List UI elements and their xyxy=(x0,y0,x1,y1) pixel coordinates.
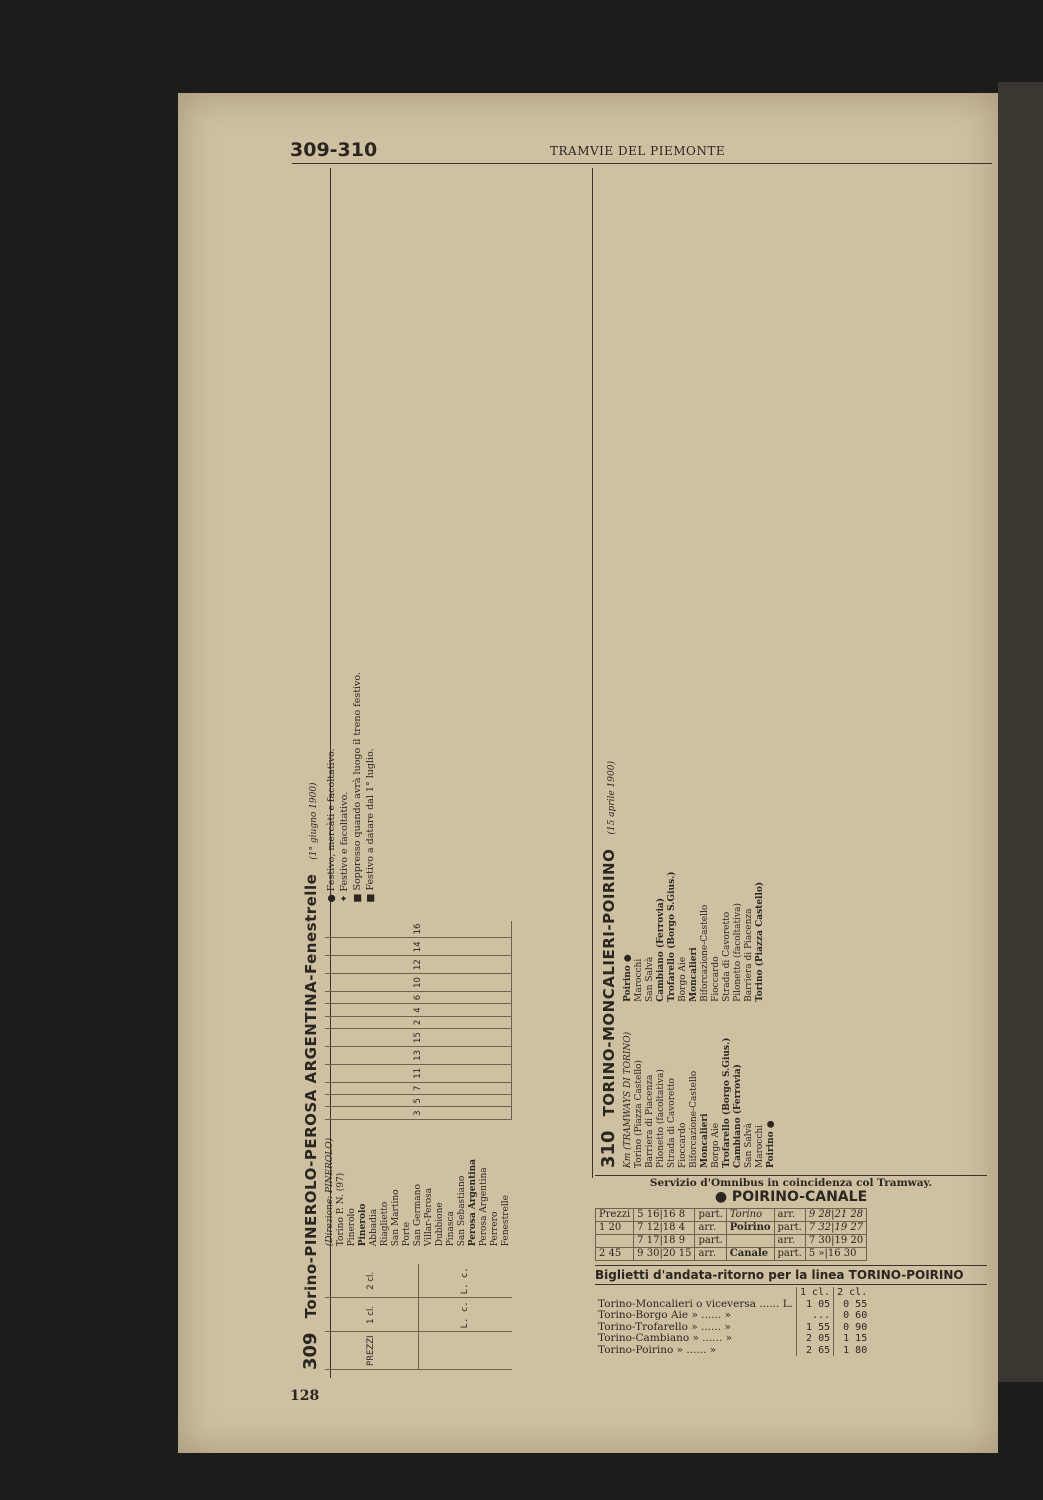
station-name: Perosa Argentina xyxy=(468,1158,478,1247)
price-col-1: 1 cl. xyxy=(325,1298,419,1332)
station-name: Perrero xyxy=(490,1211,500,1247)
station-name: Pinasca xyxy=(446,1211,456,1247)
station-name: Pilonetto (facoltativa) xyxy=(656,1069,666,1168)
station-name: Cambiano (Ferrovia) xyxy=(656,898,666,1002)
prices-header: PREZZI xyxy=(325,1332,419,1370)
note: ✦ Festivo e facoltativo. xyxy=(339,791,350,903)
station-name: Fenestrelle xyxy=(501,1195,511,1247)
col-header: 2 cl. xyxy=(834,1287,871,1299)
station-name: Biforcazione-Castello xyxy=(689,1070,699,1168)
price-1: 1 05 xyxy=(797,1299,834,1311)
train-number: 15 xyxy=(325,1029,512,1047)
section-number: 309 xyxy=(300,1332,321,1370)
station-name: Pinerolo xyxy=(358,1203,368,1247)
omnibus-table xyxy=(595,1208,867,1261)
station-name: Torino (Piazza Castello) xyxy=(634,1060,644,1168)
station-list-up xyxy=(623,871,777,1001)
station-name: San Martino xyxy=(391,1189,401,1247)
station-name: Pilonetto (facoltativa) xyxy=(733,903,743,1002)
route: Torino-Cambiano » ...... » xyxy=(598,1332,733,1344)
station-name: Marocchi xyxy=(634,958,644,1002)
station-list-down xyxy=(623,1032,777,1168)
train-number: 13 xyxy=(325,1046,512,1064)
section-title: TORINO-MONCALIERI-POIRINO xyxy=(600,848,618,1117)
route: Torino-Moncalieri o viceversa ...... L. xyxy=(598,1297,794,1310)
return-tickets-title: Biglietti d'andata-ritorno per la linea TORINO-POIRINO xyxy=(595,1265,987,1285)
price: 2 45 xyxy=(596,1248,634,1261)
train-number: 11 xyxy=(325,1064,512,1082)
train-number: 12 xyxy=(325,956,512,974)
train-number: 7 xyxy=(325,1082,512,1094)
return-tickets-table xyxy=(595,1287,870,1356)
times-left: 7 17|18 9 xyxy=(634,1235,695,1248)
page-edge xyxy=(998,82,1043,1382)
station-name: Strada di Cavoretto xyxy=(667,1078,677,1168)
station-name: Villar-Perosa xyxy=(424,1187,434,1247)
section-309 xyxy=(300,170,512,1370)
train-number: 4 xyxy=(325,1004,512,1016)
station-name: Pinerolo xyxy=(347,1208,357,1247)
station-name: Porte xyxy=(402,1221,412,1247)
station-name: Trofarello (Borgo S.Gius.) xyxy=(667,871,677,1002)
mark: part. xyxy=(695,1209,726,1222)
station-name: Dubbione xyxy=(435,1202,445,1247)
note: ● Festivo, mercàti e facoltativo. xyxy=(326,748,337,903)
station-name: Riaglietto xyxy=(380,1201,390,1247)
col-header: 1 cl. xyxy=(797,1287,834,1299)
price-2: 0 90 xyxy=(834,1322,871,1334)
price-2: 0 60 xyxy=(834,1310,871,1322)
station-name: San Sebastiano xyxy=(457,1175,467,1247)
price-unit: L. c. xyxy=(419,1298,513,1332)
bottom-block xyxy=(595,1175,995,1356)
station-name: San Salvà xyxy=(744,1122,754,1168)
station-name: Strada di Cavoretto xyxy=(722,911,732,1002)
station-name: Barriera di Piacenza xyxy=(645,1074,655,1168)
section-divider xyxy=(592,168,593,1178)
station-name: Poirino ● xyxy=(766,1120,776,1168)
page-number: 309-310 xyxy=(290,139,378,161)
times-left: 5 16|16 8 xyxy=(634,1209,695,1222)
train-number: 14 xyxy=(325,938,512,956)
train-number: 3 xyxy=(325,1107,512,1119)
section-date: (1° giugno 1900) xyxy=(309,782,319,860)
station-name: Borgo Aie xyxy=(678,956,688,1002)
station: Canale xyxy=(726,1248,774,1261)
price-table xyxy=(325,1264,512,1370)
train-number: 2 xyxy=(325,1016,512,1028)
price-2: 1 15 xyxy=(834,1333,871,1345)
route: Torino-Poirino » ...... » xyxy=(598,1343,717,1356)
route: Torino-Borgo Aie » ...... » xyxy=(598,1309,731,1321)
station: Torino xyxy=(726,1209,774,1222)
route: Torino-Trofarello » ...... » xyxy=(598,1320,731,1333)
station-name: Poirino ● xyxy=(623,954,633,1002)
train-header-row xyxy=(325,921,512,1120)
station-name: San Germano xyxy=(413,1184,423,1247)
price-1: 1 55 xyxy=(797,1322,834,1334)
mark: part. xyxy=(774,1248,805,1261)
times-right: 7 30|19 20 xyxy=(805,1235,866,1248)
station-list xyxy=(325,1138,512,1246)
section-title: Torino-PINEROLO-PEROSA ARGENTINA-Fenestrelle xyxy=(302,873,320,1319)
station: Poirino xyxy=(726,1222,774,1235)
running-title: TRAMVIE DEL PIEMONTE xyxy=(550,144,726,158)
station-name: Perosa Argentina xyxy=(479,1167,489,1247)
station-name: Torino (Piazza Castello) xyxy=(755,881,765,1002)
price-2: 1 80 xyxy=(834,1345,871,1357)
station-name: Fioccardo xyxy=(711,956,721,1002)
notes xyxy=(325,672,512,903)
mark: arr. xyxy=(695,1248,726,1261)
train-number: 10 xyxy=(325,974,512,992)
station-name: Trofarello (Borgo S.Gius.) xyxy=(722,1037,732,1168)
station-name: Abbadia xyxy=(369,1208,379,1247)
station xyxy=(726,1235,774,1248)
direction-label: (Direzione: PINEROLO) xyxy=(325,1137,335,1247)
omnibus-banner: Servizio d'Omnibus in coincidenza col Tramway. xyxy=(595,1175,987,1189)
station-name: Fioccardo xyxy=(678,1122,688,1168)
omnibus-title: ● POIRINO-CANALE xyxy=(714,1189,868,1205)
prices-label: Prezzi xyxy=(596,1209,634,1222)
station-name: Torino P. N. (97) xyxy=(336,1172,346,1247)
mark: arr. xyxy=(774,1209,805,1222)
station-name: Moncalieri xyxy=(700,1113,710,1168)
price-1: 2 05 xyxy=(797,1333,834,1345)
price-2: 0 55 xyxy=(834,1299,871,1311)
times-left: 9 30|20 15 xyxy=(634,1248,695,1261)
mark: part. xyxy=(774,1222,805,1235)
header-rule xyxy=(292,163,992,164)
price-col-2: 2 cl. xyxy=(325,1264,419,1298)
mark: arr. xyxy=(695,1222,726,1235)
station-name: Biforcazione-Castello xyxy=(700,904,710,1002)
price: 1 20 xyxy=(596,1222,634,1235)
section-date: (15 aprile 1900) xyxy=(607,761,617,835)
mark: part. xyxy=(695,1235,726,1248)
station-name: Barriera di Piacenza xyxy=(744,908,754,1002)
times-right: 9 28|21 28 xyxy=(805,1209,866,1222)
mark: arr. xyxy=(774,1235,805,1248)
section-310 xyxy=(598,168,777,1168)
train-number: 16 xyxy=(325,921,512,938)
km-header: Km (TRAMWAYS DI TORINO) xyxy=(623,1031,633,1168)
train-number: 6 xyxy=(325,991,512,1003)
train-number: 5 xyxy=(325,1095,512,1107)
times-right: 7 32|19 27 xyxy=(805,1222,866,1235)
station-name: Marocchi xyxy=(755,1124,765,1168)
station-name: San Salvà xyxy=(645,956,655,1002)
note: ■ Soppresso quando avrà luogo il treno festivo. xyxy=(352,672,363,903)
station-name: Cambiano (Ferrovia) xyxy=(733,1064,743,1168)
price-1: ... xyxy=(797,1310,834,1322)
times-right: 5 »|16 30 xyxy=(805,1248,866,1261)
price-1: 2 65 xyxy=(797,1345,834,1357)
section-number: 310 xyxy=(598,1130,619,1168)
note: ■ Festivo a datare dal 1° luglio. xyxy=(365,748,376,903)
price-unit: L. c. xyxy=(419,1264,513,1298)
times-left: 7 12|18 4 xyxy=(634,1222,695,1235)
station-name: Borgo Aie xyxy=(711,1122,721,1168)
station-name: Moncalieri xyxy=(689,947,699,1002)
folio-number: 128 xyxy=(290,1388,320,1404)
